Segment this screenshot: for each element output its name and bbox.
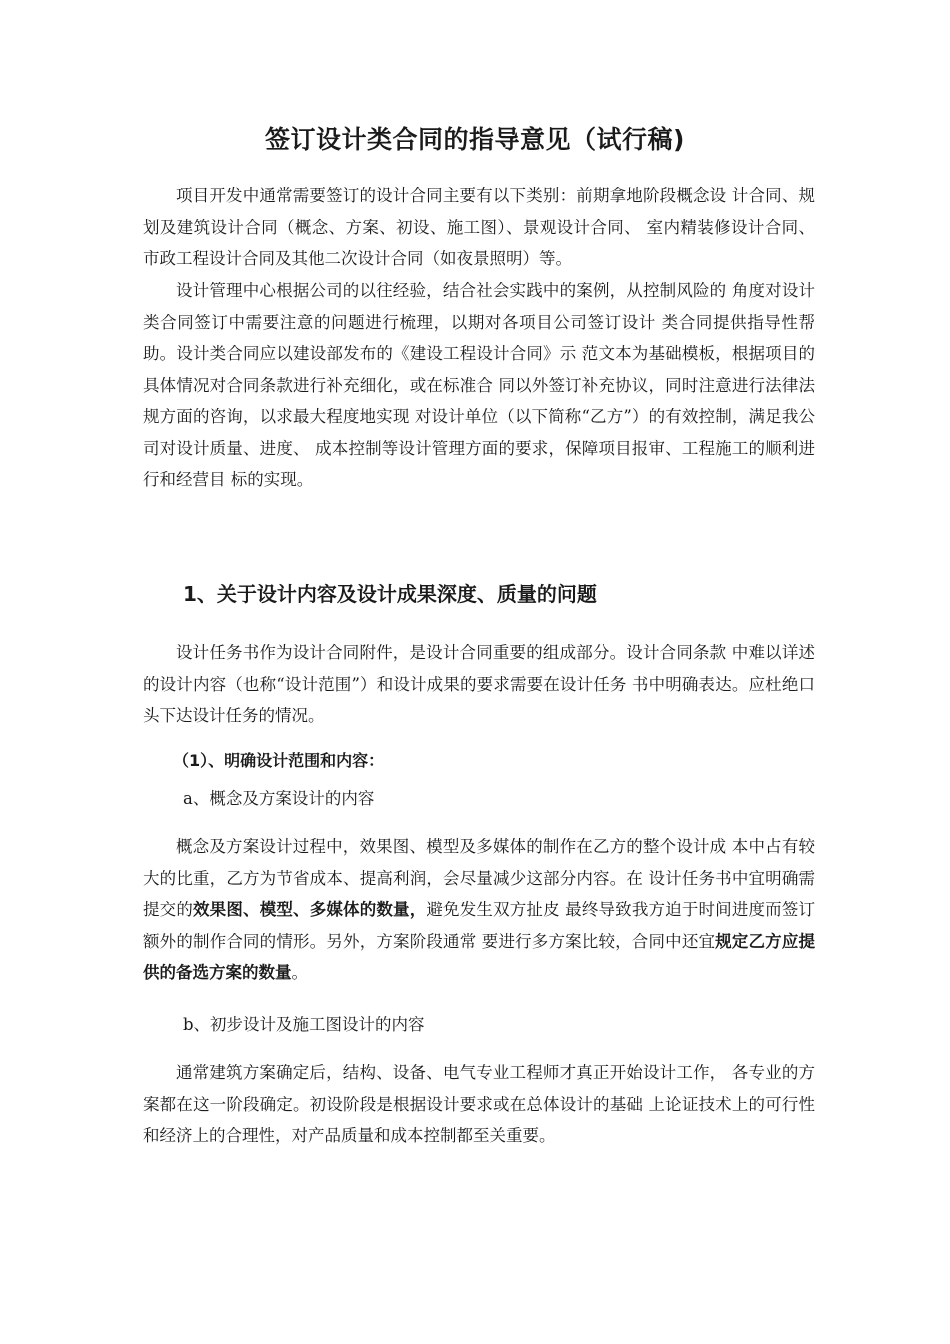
item-a-text-3: 。 bbox=[291, 963, 308, 982]
item-a-label: a、概念及方案设计的内容 bbox=[183, 789, 375, 808]
item-b-paragraph: 通常建筑方案确定后，结构、设备、电气专业工程师才真正开始设计工作， 各专业的方案都在这一阶段确定。初设阶段是根据设计要求或在总体设计的基础 上论证技术上的可行性和经济上的合理性，对产品质量和成本控制都至关重要。 bbox=[143, 1063, 815, 1145]
subsection-1-heading: （1）、明确设计范围和内容： bbox=[173, 751, 385, 770]
section-1-heading: 1、关于设计内容及设计成果深度、质量的问题 bbox=[183, 582, 597, 606]
item-a-text-1: 概念及方案设计过程中，效果图、模型及多媒体的制作在乙方的整个设计成 本中占有较大的比重，乙方为节省成本、提高利润，会尽量减少这部分内容。在 设计任务书中宜明确需提交的 bbox=[143, 837, 815, 919]
item-b-label: b、初步设计及施工图设计的内容 bbox=[183, 1015, 425, 1034]
intro-paragraph-2: 设计管理中心根据公司的以往经验，结合社会实践中的案例，从控制风险的 角度对设计类合同签订中需要注意的问题进行梳理，以期对各项目公司签订设计 类合同提供指导性帮助。设计类合同应以建设部发布的《建设工程设计合同》示 范文本为基础模板，根据项目的具体情况对合同条款进行补充细化，或在标准合 同以外签订补充协议，同时注意进行法律法规方面的咨询，以求最大程度地实现 对设计单位（以下简称“乙方”）的有效控制，满足我公司对设计质量、进度、 成本控制等设计管理方面的要求，保障项目报审、工程施工的顺利进行和经营目 标的实现。 bbox=[143, 281, 815, 489]
item-a-emphasis-1: 效果图、模型、多媒体的数量， bbox=[193, 900, 427, 919]
item-a-text-2: 避免发生双方扯皮 最终导致我方迫于时间进度而签订额外的制作合同的情形。另外，方案阶段通常 要进行多方案比较，合同中还宜 bbox=[143, 900, 816, 951]
item-a-emphasis-2: 规定乙方应提供的备选方案的数量 bbox=[143, 931, 816, 982]
item-a-paragraph bbox=[143, 831, 815, 989]
section-1-paragraph: 设计任务书作为设计合同附件，是设计合同重要的组成部分。设计合同条款 中难以详述的设计内容（也称“设计范围”）和设计成果的要求需要在设计任务 书中明确表达。应杜绝口头下达设计任务的情况。 bbox=[143, 643, 815, 725]
document-title: 签订设计类合同的指导意见（试行稿) bbox=[265, 125, 685, 154]
intro-paragraph-1: 项目开发中通常需要签订的设计合同主要有以下类别：前期拿地阶段概念设 计合同、规划及建筑设计合同（概念、方案、初设、施工图）、景观设计合同、 室内精装修设计合同、市政工程设计合同及其他二次设计合同（如夜景照明）等。 bbox=[143, 186, 815, 268]
